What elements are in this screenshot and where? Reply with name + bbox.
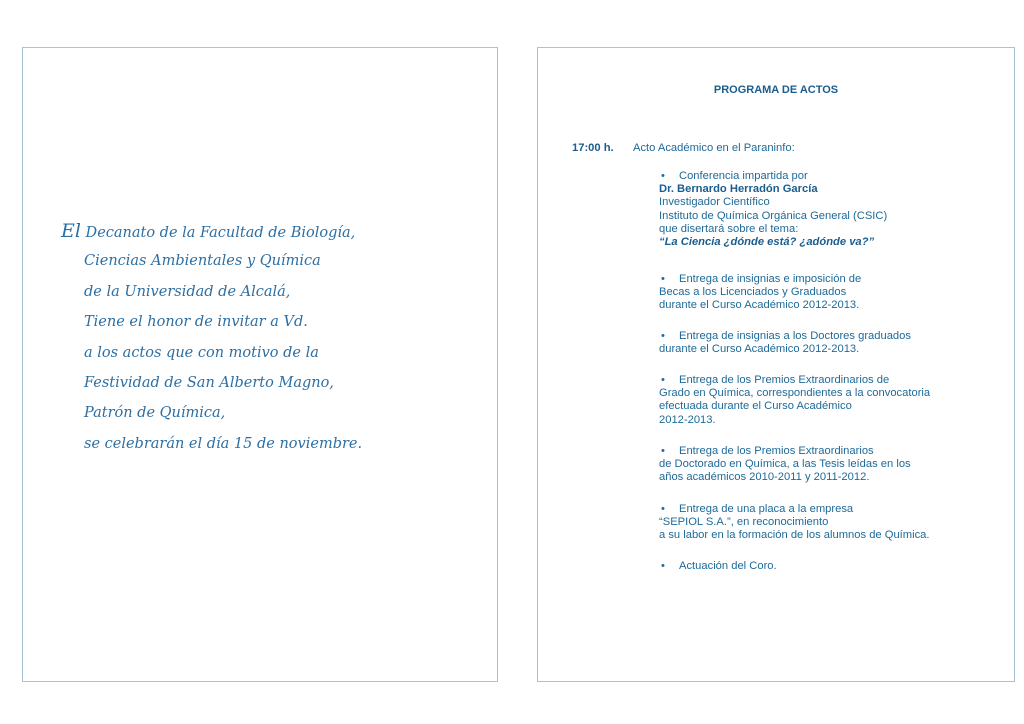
invitation-line-2: Ciencias Ambientales y Química — [84, 253, 321, 270]
speaker-role: Investigador Científico — [659, 196, 770, 209]
program-item-doctores — [659, 330, 911, 356]
invitation-line-4: Tiene el honor de invitar a Vd. — [84, 314, 308, 331]
item-text: Grado en Química, correspondientes a la convocatoria — [659, 387, 931, 400]
bullet-icon: • — [661, 170, 665, 182]
program-item-premios-doctorado — [659, 445, 911, 485]
program-item-premios-grado — [659, 374, 930, 427]
speaker-institute: Instituto de Química Orgánica General (CSIC) — [659, 209, 888, 222]
invitation-line-8: se celebrarán el día 15 de noviembre. — [84, 435, 363, 452]
invitation-line-5: a los actos que con motivo de la — [84, 344, 319, 361]
program-item-conference — [659, 170, 887, 249]
talk-title: “La Ciencia ¿dónde está? ¿adónde va?” — [659, 236, 875, 249]
bullet-icon: • — [661, 503, 665, 515]
bullet-icon: • — [661, 273, 665, 285]
talk-intro: que disertará sobre el tema: — [659, 222, 799, 235]
program-title: PROGRAMA DE ACTOS — [713, 84, 839, 96]
item-text: Becas a los Licenciados y Graduados — [659, 286, 847, 299]
item-text: Entrega de insignias e imposición de — [679, 273, 862, 285]
item-text: efectuada durante el Curso Académico — [659, 400, 852, 413]
invitation-page — [22, 47, 498, 682]
program-item-insignias-becas — [659, 273, 861, 313]
invitation-text — [61, 216, 362, 459]
item-text: durante el Curso Académico 2012-2013. — [659, 299, 860, 312]
invitation-line-1 — [61, 216, 362, 246]
item-text: “SEPIOL S.A.”, en reconocimiento — [659, 516, 829, 529]
item-text: Conferencia impartida por — [679, 170, 808, 182]
item-text: años académicos 2010-2011 y 2011-2012. — [659, 471, 870, 484]
program-page — [537, 47, 1015, 682]
item-text: de Doctorado en Química, a las Tesis leídas en los — [659, 458, 911, 471]
item-text: Entrega de los Premios Extraordinarios — [679, 445, 874, 457]
item-text: 2012-2013. — [659, 413, 716, 426]
item-text: Entrega de insignias a los Doctores graduados — [679, 330, 911, 342]
item-text: Actuación del Coro. — [679, 560, 777, 572]
program-item-placa — [659, 503, 930, 543]
invitation-line-1-rest: Decanato de la Facultad de Biología, — [80, 225, 356, 241]
item-text: a su labor en la formación de los alumnos de Química. — [659, 529, 930, 542]
bullet-icon: • — [661, 445, 665, 457]
item-text: Entrega de una placa a la empresa — [679, 503, 854, 515]
speaker-name: Dr. Bernardo Herradón García — [659, 183, 818, 196]
invitation-line-7: Patrón de Química, — [84, 405, 226, 422]
program-opening: Acto Académico en el Paraninfo: — [633, 142, 795, 154]
program-time: 17:00 h. — [572, 142, 614, 154]
program-item-coro — [659, 560, 777, 573]
item-text: Entrega de los Premios Extraordinarios de — [679, 374, 890, 386]
item-text: durante el Curso Académico 2012-2013. — [659, 343, 860, 356]
bullet-icon: • — [661, 374, 665, 386]
bullet-icon: • — [661, 560, 665, 572]
invitation-line-3: de la Universidad de Alcalá, — [84, 283, 291, 300]
bullet-icon: • — [661, 330, 665, 342]
program-content — [538, 48, 1014, 681]
invitation-initial: El — [61, 220, 81, 242]
invitation-line-6: Festividad de San Alberto Magno, — [84, 374, 334, 391]
